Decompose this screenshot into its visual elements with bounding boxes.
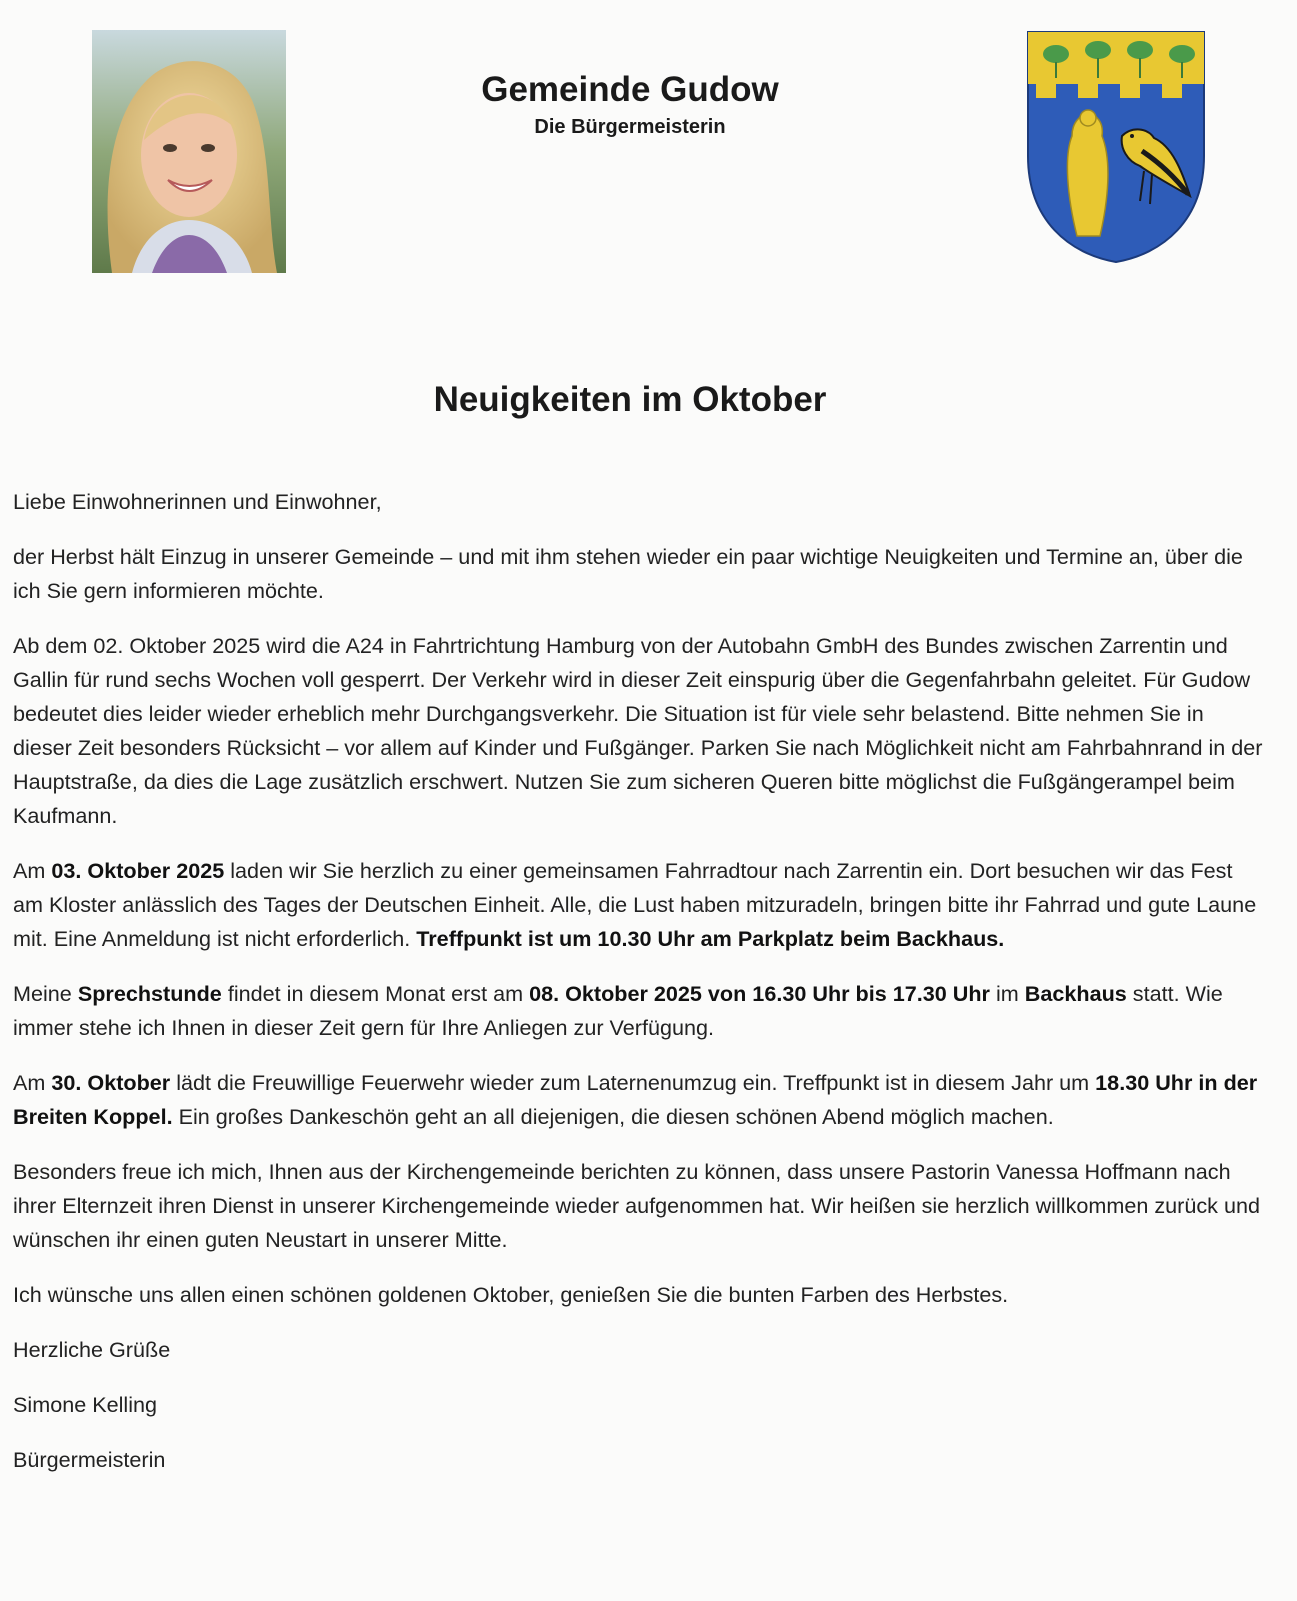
paragraph-intro: der Herbst hält Einzug in unserer Gemeinde – und mit ihm stehen wieder ein paar wichtige Neuigkeiten und Termine an, über die ich Sie gern informieren möchte. <box>13 544 1243 603</box>
paragraph-a24: Ab dem 02. Oktober 2025 wird die A24 in Fahrtrichtung Hamburg von der Autobahn GmbH des Bundes zwischen Zarrentin und Gallin für rund sechs Wochen voll gesperrt. Der Verkehr wird in dieser Zeit einspurig über die Gegenfahrbahn geleitet. Für Gudow bedeutet dies leider wieder erheblich mehr Durchgangsverkehr. Die Situation ist für viele sehr belastend. Bitte nehmen Sie in dieser Zeit besonders Rücksicht – vor allem auf Kinder und Fußgänger. Parken Sie nach Möglichkeit nicht am Fahrbahnrand in der Hauptstraße, da dies die Lage zusätzlich erschwert. Nutzen Sie zum sicheren Queren bitte möglichst die Fußgängerampel beim Kaufmann. <box>13 633 1263 828</box>
closing: Herzliche Grüße <box>13 1337 171 1362</box>
signature-name: Simone Kelling <box>13 1392 158 1417</box>
paragraph-fahrradtour: Am 03. Oktober 2025 laden wir Sie herzlich zu einer gemeinsamen Fahrradtour nach Zarrentin ein. Dort besuchen wir das Fest am Kloster anlässlich des Tages der Deutschen Einheit. Alle, die Lust haben mitzuradeln, bringen bitte ihr Fahrrad und gute Laune mit. Eine Anmeldung ist nicht erforderlich. Treffpunkt ist um 10.30 Uhr am Parkplatz beim Backhaus. <box>13 858 1257 951</box>
letterhead <box>420 70 840 139</box>
signature-role: Bürgermeisterin <box>13 1447 166 1472</box>
salutation: Liebe Einwohnerinnen und Einwohner, <box>13 489 382 514</box>
letterhead-subtitle: Die Bürgermeisterin <box>534 116 726 138</box>
org-name: Gemeinde Gudow <box>481 70 779 109</box>
letter-body <box>13 485 1263 1498</box>
paragraph-laternenumzug: Am 30. Oktober lädt die Freuwillige Feuerwehr wieder zum Laternenumzug ein. Treffpunkt ist in diesem Jahr um 18.30 Uhr in der Breiten Koppel. Ein großes Dankeschön geht an all diejenigen, die diesen schönen Abend möglich machen. <box>13 1070 1258 1129</box>
page-title: Neuigkeiten im Oktober <box>433 380 827 419</box>
paragraph-wunsch: Ich wünsche uns allen einen schönen goldenen Oktober, genießen Sie die bunten Farben des Herbstes. <box>13 1282 1009 1307</box>
portrait-photo <box>92 30 286 273</box>
paragraph-kirchengemeinde: Besonders freue ich mich, Ihnen aus der Kirchengemeinde berichten zu können, dass unsere Pastorin Vanessa Hoffmann nach ihrer Elternzeit ihren Dienst in unserer Kirchengemeinde wieder aufgenommen hat. Wir heißen sie herzlich willkommen zurück und wünschen ihr einen guten Neustart in unserer Mitte. <box>13 1159 1261 1252</box>
paragraph-sprechstunde: Meine Sprechstunde findet in diesem Monat erst am 08. Oktober 2025 von 16.30 Uhr bis 17.30 Uhr im Backhaus statt. Wie immer stehe ich Ihnen in dieser Zeit gern für Ihre Anliegen zur Verfügung. <box>13 981 1223 1040</box>
coat-of-arms-icon <box>1022 26 1210 266</box>
